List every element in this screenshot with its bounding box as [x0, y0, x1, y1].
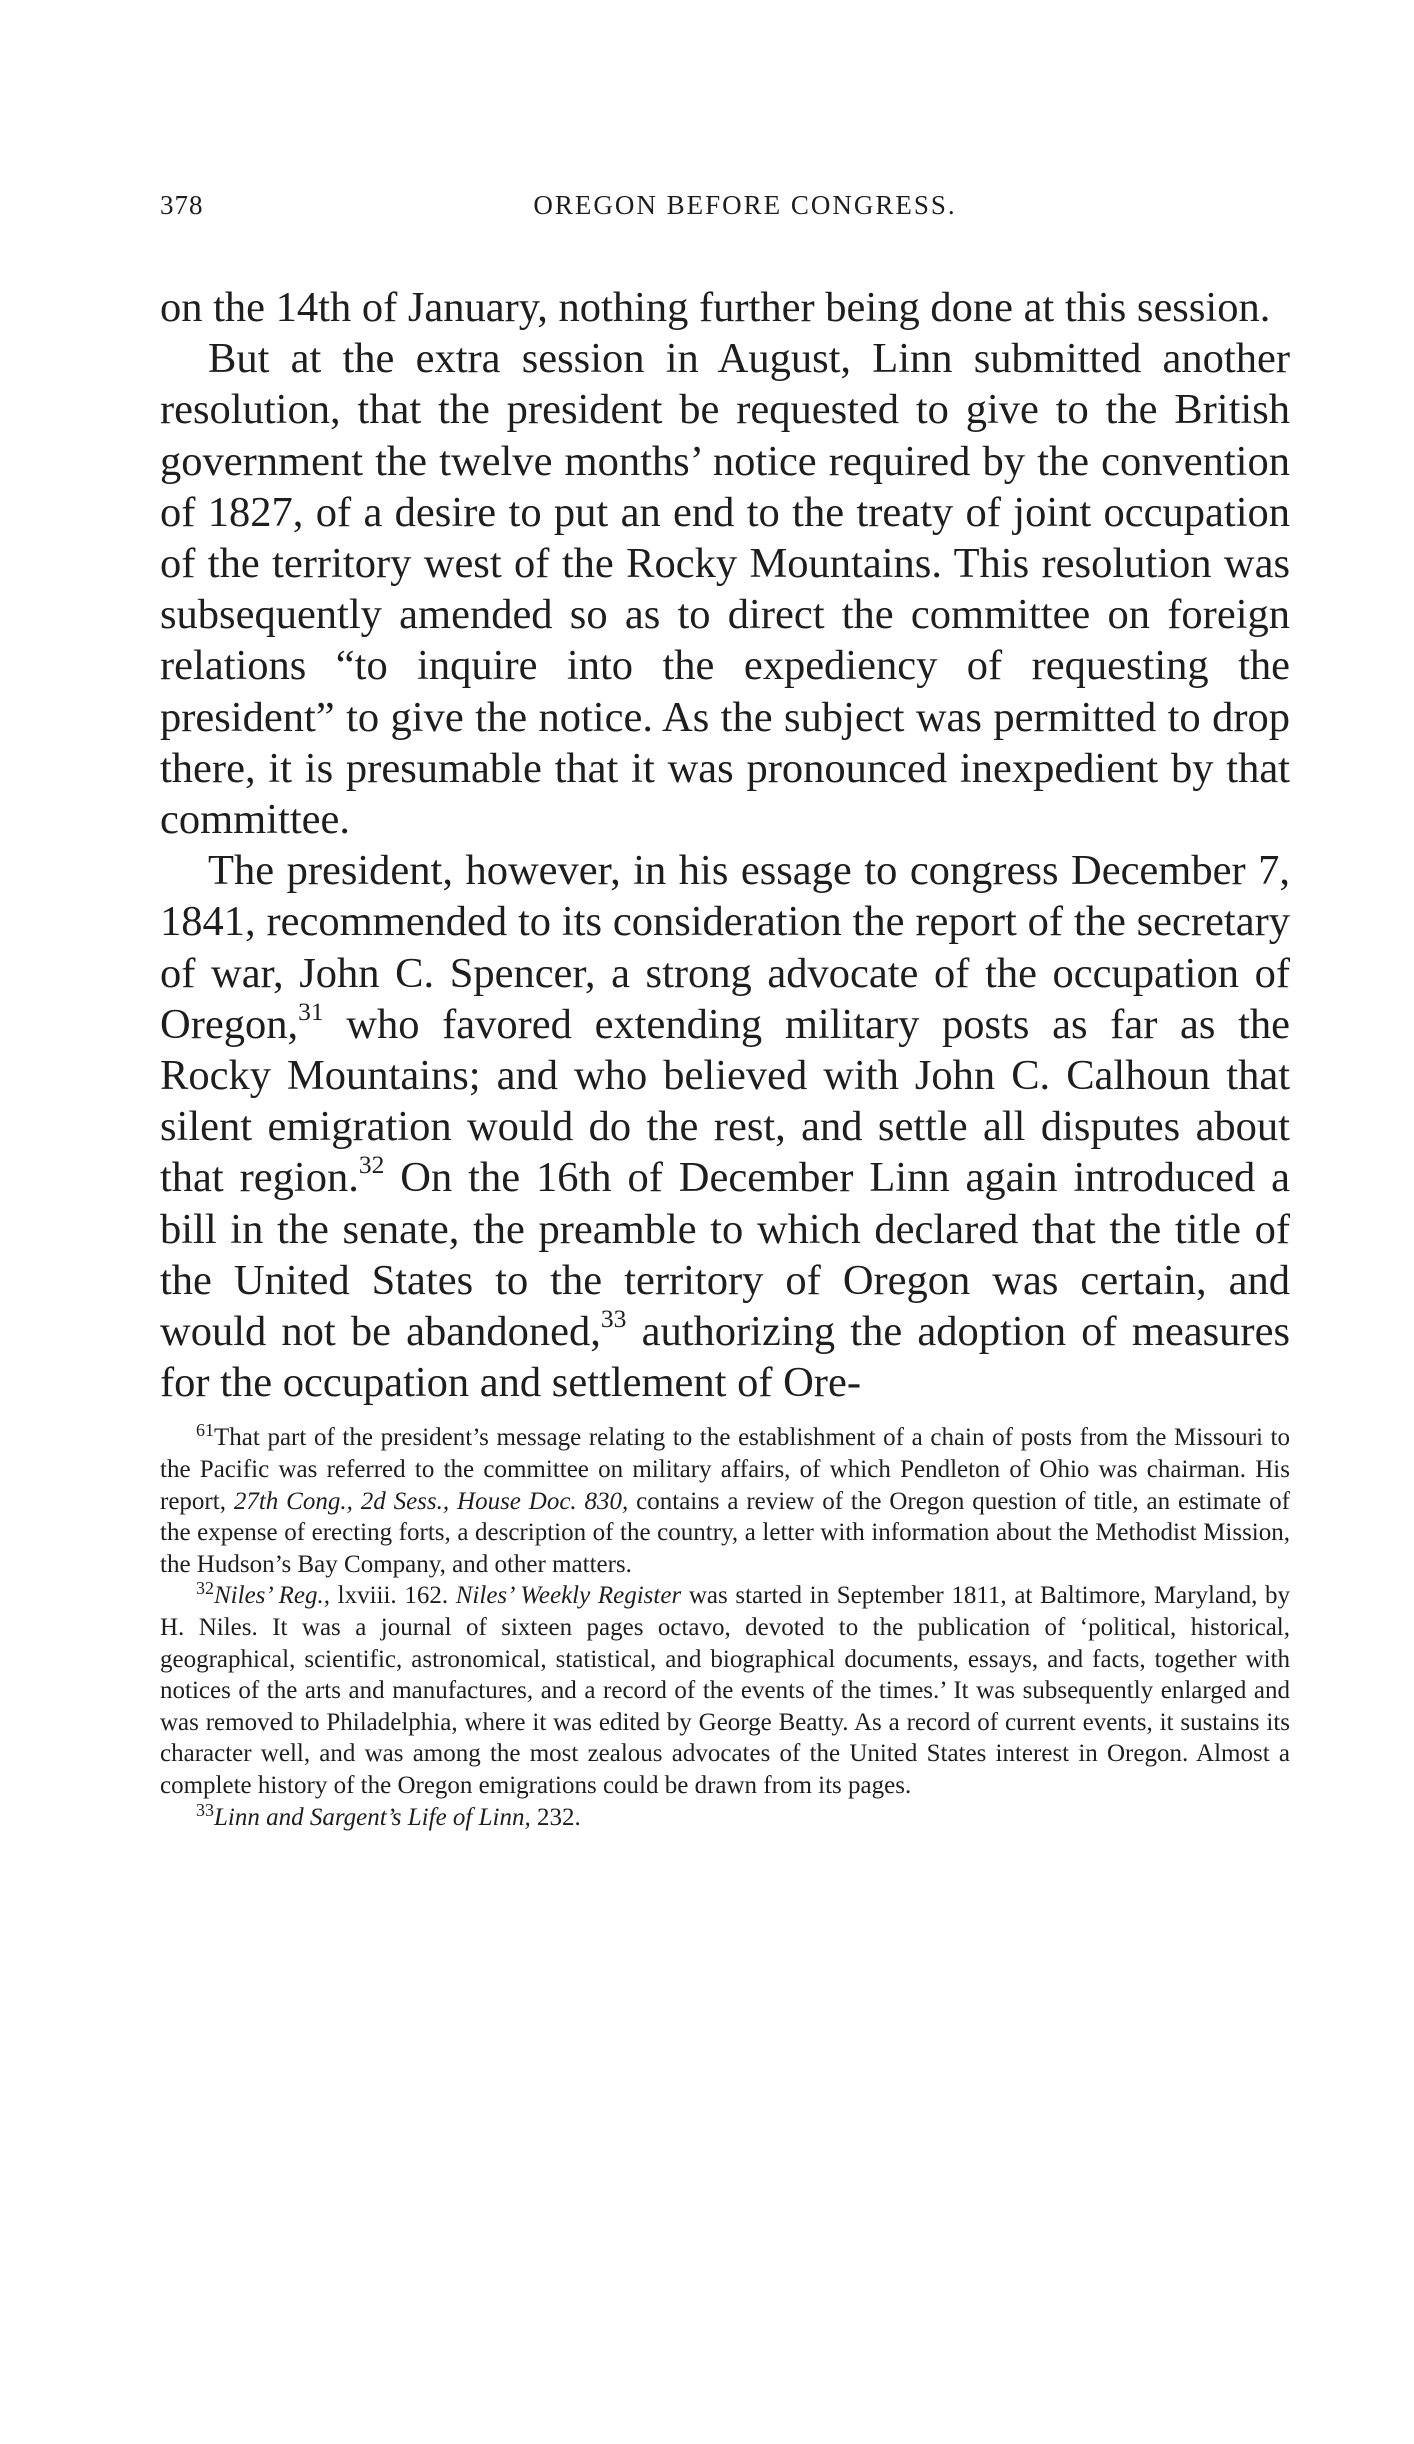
footnote-citation: Linn and Sargent’s Life of Linn,	[214, 1803, 531, 1831]
paragraph-text: who favored extending military posts as far as the Rocky Mountains; and who believed with John C. Calhoun that silent emigration would do the rest, and settle all disputes about that region.	[160, 1000, 1290, 1202]
footnote-citation: Niles’ Weekly Register	[455, 1582, 682, 1610]
footnote-text: contains a review of the Oregon question of title, an estimate of the expense of erecting forts, a description of the country, a letter with information about the Methodist Mission, the Hudson’s Bay Company, and other matters.	[160, 1487, 1290, 1578]
footnote-ref-31: 31	[298, 997, 324, 1026]
running-header	[160, 190, 1290, 240]
footnote-text: lxviii. 162.	[329, 1582, 456, 1610]
footnote-text: 232.	[530, 1803, 581, 1831]
paragraph-extra-session: But at the extra session in August, Linn submitted another resolution, that the president be requested to give to the British government the twelve months’ notice required by the convention of 1827, of a desire to put an end to the treaty of joint occupation of the territory west of the Rocky Mountains. This resolution was subsequently amended so as to direct the committee on foreign relations “to inquire into the expediency of requesting the president” to give the notice. As the subject was permitted to drop there, it is presumable that it was pronounced inexpedient by that committee.	[160, 335, 1290, 844]
paragraph-continued: on the 14th of January, nothing further being done at this session.	[160, 284, 1271, 331]
footnote-citation: Niles’ Reg.,	[214, 1582, 330, 1610]
footnote-mark: 61	[196, 1420, 214, 1441]
footnotes	[160, 1422, 1290, 1833]
footnote-text: was started in September 1811, at Baltimore, Maryland, by H. Niles. It was a journal of sixteen pages octavo, devoted to the publication of ‘political, historical, geographical, scientific, astronomical, statistical, and biographical documents, essays, and facts, together with notices of the arts and manufactures, and a record of the events of the times.’ It was subsequently enlarged and was removed to Philadelphia, where it was edited by George Beatty. As a record of current events, it sustains its character well, and was among the most zealous advocates of the United States interest in Oregon. Almost a complete history of the Oregon emigrations could be drawn from its pages.	[160, 1582, 1290, 1799]
footnote-33	[160, 1799, 1290, 1834]
footnote-ref-32: 32	[358, 1150, 385, 1180]
book-page	[160, 190, 1290, 1833]
page-number: 378	[160, 190, 204, 220]
paragraph-text: The president, however, in his essage to congress December 7, 1841, recommended to its consideration the report of the secretary of war, John C. Spencer, a strong advocate of the occupation of Oregon,	[160, 847, 1290, 1048]
running-title: OREGON BEFORE CONGRESS.	[533, 190, 957, 220]
footnote-ref-33: 33	[600, 1304, 627, 1334]
footnote-mark: 33	[196, 1799, 214, 1820]
paragraph-text: On the 16th of December Linn again introduced a bill in the senate, the preamble to which declared that the title of the United States to the territory of Oregon was certain, and would not be abandoned,	[160, 1154, 1290, 1356]
paragraph-president-message	[160, 845, 1290, 1408]
footnote-31	[160, 1422, 1290, 1580]
footnote-citation: 27th Cong., 2d Sess., House Doc. 830,	[233, 1487, 629, 1515]
footnote-32	[160, 1580, 1290, 1801]
footnote-mark: 32	[196, 1578, 214, 1599]
paragraph-text: authorizing the adoption of measures for the occupation and settlement of Ore-	[160, 1308, 1290, 1407]
footnote-text: That part of the president’s message relating to the establishment of a chain of posts from the Missouri to the Pacific was referred to the committee on military affairs, of which Pendleton of Ohio was chairman. His report,	[160, 1424, 1290, 1515]
main-text	[160, 282, 1290, 1408]
